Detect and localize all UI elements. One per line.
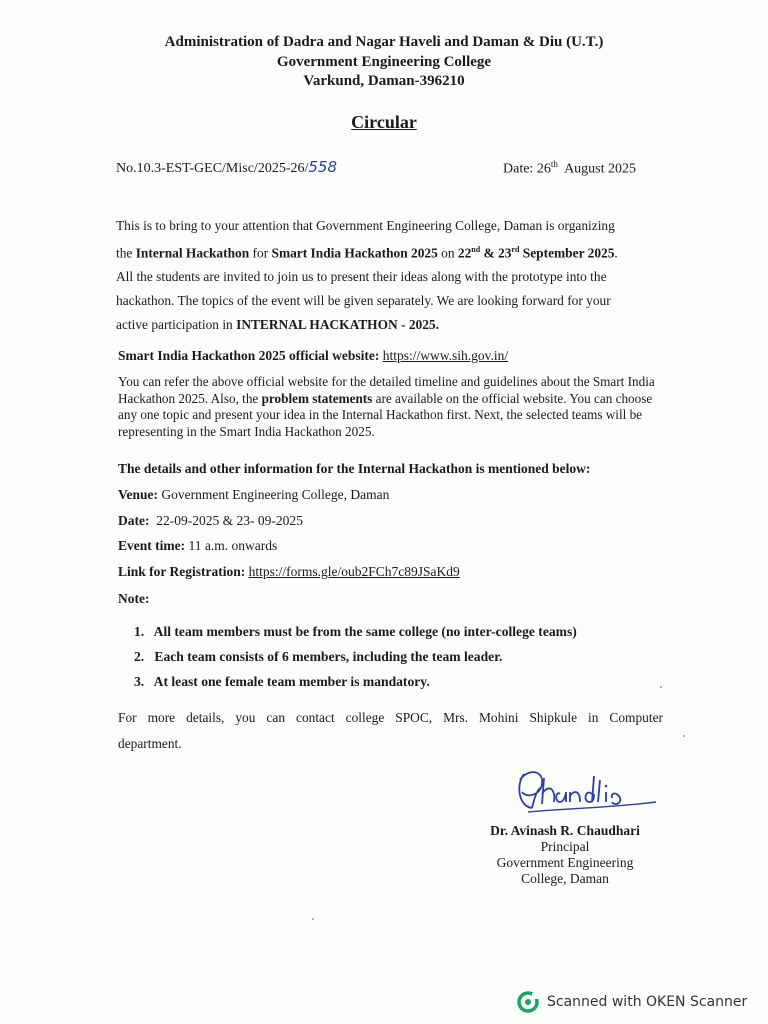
date-prefix: Date: 26: [503, 161, 551, 177]
speck: [312, 918, 314, 920]
text: are available on the official website. You can choose any one topic and present your idea in the Internal Hackathon first. Next, the selected teams will be representing in the Smart India Hackathon 2025.: [118, 390, 653, 439]
text-bold: INTERNAL HACKATHON - 2025.: [236, 317, 439, 333]
header-admin: Administration of Dadra and Nagar Haveli and Daman & Diu (U.T.): [164, 34, 604, 50]
notes-list: [134, 624, 577, 699]
time-label: Event time:: [118, 538, 186, 553]
speck: [660, 686, 662, 688]
intro-paragraph: [116, 214, 661, 337]
date-value: 22-09-2025 & 23- 09-2025: [149, 513, 303, 528]
text-sup: rd: [511, 245, 520, 254]
circular-title: Circular: [351, 112, 417, 132]
text-bold: September 2025: [519, 245, 615, 261]
scanner-watermark: [517, 991, 747, 1013]
list-item: 2. Each team consists of 6 members, including the team leader.: [134, 649, 503, 664]
guidelines-paragraph: [118, 374, 663, 440]
reference-number-text: No.10.3-EST-GEC/Misc/2025-26/: [116, 161, 309, 176]
signature-icon: [510, 762, 660, 822]
time-line: [118, 538, 277, 554]
text: the: [116, 245, 136, 261]
oken-scanner-logo-icon: [517, 991, 539, 1013]
text: You can refer the above official website for the detailed timeline and guidelines about the Smart India Hackathon 2025. Also, the: [118, 374, 655, 406]
date-rest: August 2025: [557, 161, 637, 177]
list-item: 3. At least one female team member is mandatory.: [134, 674, 430, 689]
text: active participation in: [116, 317, 237, 333]
speck: [683, 735, 685, 737]
text: for: [249, 245, 272, 261]
signatory-name: Dr. Avinash R. Chaudhari: [490, 823, 640, 838]
registration-line: [118, 564, 460, 580]
venue-label: Venue:: [118, 487, 159, 502]
text-bold: problem statements: [261, 390, 373, 406]
contact-line-1: For more details, you can contact college SPOC, Mrs. Mohini Shipkule in Computer: [118, 710, 663, 725]
text: .: [614, 245, 618, 261]
signature-block: [470, 823, 660, 887]
venue-value: Government Engineering College, Daman: [158, 487, 390, 502]
header-college: Government Engineering College: [276, 54, 492, 70]
date-line: [118, 513, 303, 529]
intro-line-3: All the students are invited to join us to present their ideas along with the prototype into the: [116, 269, 607, 285]
date-label: Date:: [118, 513, 150, 528]
registration-link[interactable]: https://forms.gle/oub2FCh7c89JSaKd9: [248, 564, 460, 579]
handwritten-number: 558: [308, 158, 338, 176]
date-sup: th: [550, 159, 558, 169]
website-line: [118, 348, 508, 364]
contact-paragraph: [118, 705, 663, 757]
intro-line-2: [116, 238, 661, 265]
signatory-role: Principal: [540, 839, 590, 854]
text: on: [437, 245, 458, 261]
intro-line-5: [116, 313, 661, 337]
text-bold: Smart India Hackathon 2025: [271, 245, 438, 261]
text-bold: 22: [457, 245, 472, 261]
header-address: Varkund, Daman-396210: [303, 73, 465, 89]
scanner-text: Scanned with OKEN Scanner: [547, 994, 748, 1010]
signatory-org-1: Government Engineering: [496, 855, 634, 870]
venue-line: [118, 487, 389, 503]
text-bold: Internal Hackathon: [135, 245, 250, 261]
website-label: Smart India Hackathon 2025 official website:: [118, 348, 380, 363]
sih-website-link[interactable]: https://www.sih.gov.in/: [382, 348, 509, 363]
intro-line-4: hackathon. The topics of the event will be given separately. We are looking forward for your: [116, 293, 611, 309]
time-value: 11 a.m. onwards: [185, 538, 278, 553]
note-label: Note:: [118, 591, 150, 606]
text-sup: nd: [471, 245, 481, 254]
text-bold: & 23: [480, 245, 512, 261]
details-heading: The details and other information for the Internal Hackathon is mentioned below:: [118, 461, 591, 476]
intro-line-1: This is to bring to your attention that Government Engineering College, Daman is organizing: [116, 218, 615, 233]
reference-number: [116, 158, 337, 177]
circular-date: [503, 159, 636, 178]
signatory-org-2: College, Daman: [521, 871, 609, 886]
list-item: 1. All team members must be from the same college (no inter-college teams): [134, 624, 577, 639]
contact-line-2: department.: [118, 736, 182, 751]
registration-label: Link for Registration:: [118, 564, 246, 579]
